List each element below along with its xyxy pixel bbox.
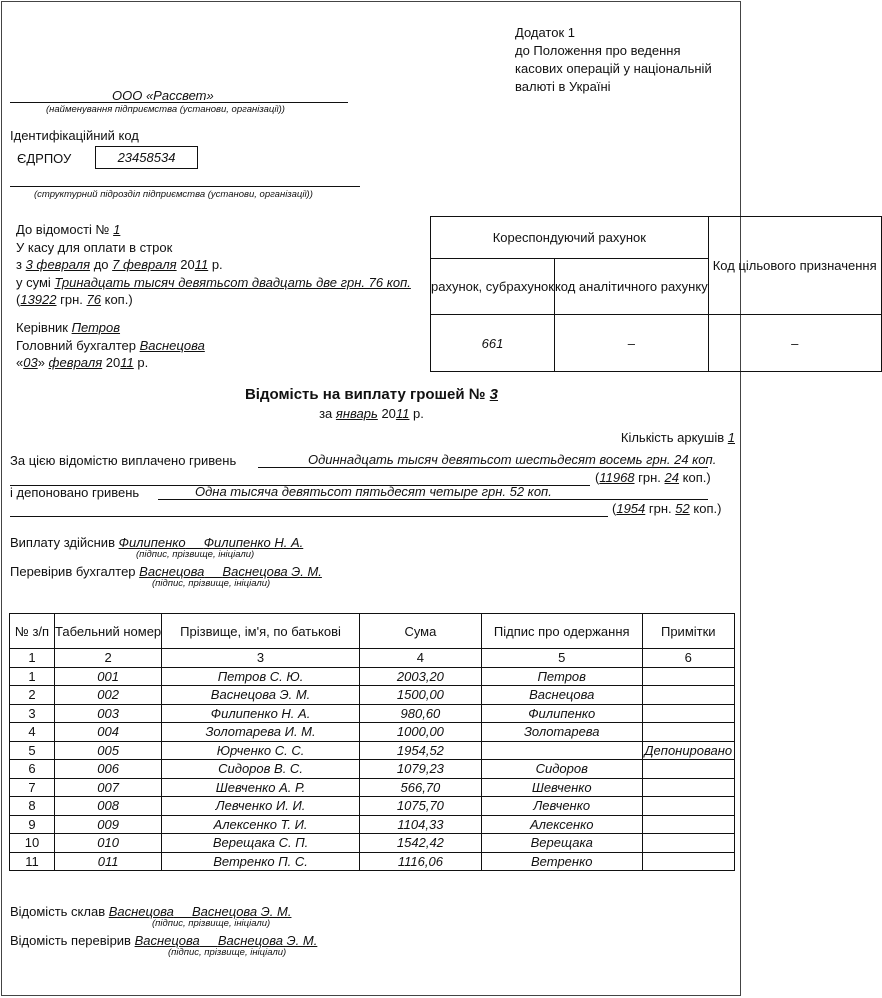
period-month: январь xyxy=(335,406,378,421)
note xyxy=(642,815,734,834)
payment-table xyxy=(9,613,735,871)
year-end: р. xyxy=(211,257,223,272)
period-year-suffix: 11 xyxy=(395,406,410,421)
row-number: 3 xyxy=(10,704,55,723)
receipt-signature: Верещака xyxy=(481,834,642,853)
period-year-end: р. xyxy=(413,406,424,421)
year-end-2: р. xyxy=(137,355,149,370)
statement-period xyxy=(0,406,743,421)
approvals-block: Керівник Петров Головний бухгалтер Васнецова «03» февраля 2011 р. xyxy=(16,320,205,370)
tab-number: 009 xyxy=(55,815,162,834)
appendix-line: Додаток 1 xyxy=(515,25,575,40)
full-name: Сидоров В. С. xyxy=(162,760,360,779)
amount: 1079,23 xyxy=(359,760,481,779)
full-name: Левченко И. И. xyxy=(162,797,360,816)
sheets-value: 1 xyxy=(727,430,735,445)
col-number: 5 xyxy=(481,649,642,668)
verified-caption: (підпис, прізвище, ініціали) xyxy=(168,947,287,958)
header-notes: Примітки xyxy=(642,614,734,649)
row-number: 2 xyxy=(10,686,55,705)
deposited-grn-label: грн. xyxy=(648,501,672,516)
amount: 566,70 xyxy=(359,778,481,797)
table-row xyxy=(10,723,735,742)
to-date: 7 февраля xyxy=(112,257,177,272)
chief-name: Васнецова xyxy=(139,337,205,353)
account-value: 661 xyxy=(431,315,555,372)
edrpou-label: ЄДРПОУ xyxy=(17,151,72,166)
row-number: 8 xyxy=(10,797,55,816)
org-caption: (найменування підприємства (установи, організації)) xyxy=(46,104,285,115)
header-tab-number: Табельний номер xyxy=(55,614,162,649)
date-month: февраля xyxy=(48,355,103,370)
purpose-code-value: – xyxy=(708,315,881,372)
table-row xyxy=(10,667,735,686)
paid-kop-label: коп.) xyxy=(682,470,711,485)
appendix-line: валюті в Україні xyxy=(515,79,611,94)
paid-amount: (11968 грн. 24 коп.) xyxy=(595,470,711,485)
full-name: Филипенко Н. А. xyxy=(162,704,360,723)
sum-kop: 76 xyxy=(86,292,101,307)
tab-number: 007 xyxy=(55,778,162,797)
row-number: 5 xyxy=(10,741,55,760)
paid-grn: 11968 xyxy=(599,470,635,485)
tab-number: 001 xyxy=(55,667,162,686)
from-word: з xyxy=(16,257,22,272)
checked-by-name: Васнецова Э. М. xyxy=(222,564,322,579)
sum-label: у сумі xyxy=(16,274,51,290)
for-label: за xyxy=(319,406,333,421)
compiled-sign: Васнецова xyxy=(108,904,174,919)
full-name: Шевченко А. Р. xyxy=(162,778,360,797)
row-number: 4 xyxy=(10,723,55,742)
verified-label: Відомість перевірив xyxy=(10,933,131,948)
verified-sign: Васнецова xyxy=(134,933,200,948)
tab-number: 005 xyxy=(55,741,162,760)
analytic-code-header: код аналітичного рахунку xyxy=(554,259,708,315)
tab-number: 006 xyxy=(55,760,162,779)
paid-by-caption: (підпис, прізвище, ініціали) xyxy=(136,549,255,560)
sum-words: Тринадцать тысяч девятьсот двадцать две грн. 76 коп. xyxy=(54,274,411,290)
period-year-prefix: 20 xyxy=(381,406,396,421)
note: Депонировано xyxy=(642,741,734,760)
compiled-by-line xyxy=(10,904,291,919)
table-body xyxy=(10,649,735,871)
title-text: Відомість на виплату грошей № xyxy=(244,386,486,403)
paid-kop: 24 xyxy=(664,470,680,485)
col-number: 1 xyxy=(10,649,55,668)
verified-by-line xyxy=(10,933,317,948)
deposited-line-2 xyxy=(10,516,608,517)
purpose-code-header: Код цільового призначення xyxy=(708,217,881,315)
table-row xyxy=(10,760,735,779)
to-word: до xyxy=(93,257,109,272)
receipt-signature: Сидоров xyxy=(481,760,642,779)
table-row xyxy=(10,852,735,871)
full-name: Юрченко С. С. xyxy=(162,741,360,760)
full-name: Золотарева И. М. xyxy=(162,723,360,742)
full-name: Верещака С. П. xyxy=(162,834,360,853)
row-number: 1 xyxy=(10,667,55,686)
paid-by-name: Филипенко Н. А. xyxy=(203,535,304,550)
title-number: 3 xyxy=(489,386,499,403)
row-number: 7 xyxy=(10,778,55,797)
year-suffix: 11 xyxy=(194,257,209,272)
paid-line xyxy=(258,467,708,468)
head-name: Петров xyxy=(71,320,121,335)
receipt-signature: Алексенко xyxy=(481,815,642,834)
date-day: 03 xyxy=(23,355,38,370)
note xyxy=(642,686,734,705)
verified-name: Васнецова Э. М. xyxy=(217,933,318,948)
analytic-code-value: – xyxy=(554,315,708,372)
subdivision-line xyxy=(10,186,360,187)
table-row xyxy=(10,741,735,760)
compiled-caption: (підпис, прізвище, ініціали) xyxy=(152,918,271,929)
cash-line: У касу для оплати в строк xyxy=(16,239,173,255)
header-number: № з/п xyxy=(10,614,55,649)
row-number: 11 xyxy=(10,852,55,871)
year-suffix-2: 11 xyxy=(120,355,134,370)
statement-title xyxy=(0,386,743,403)
paid-by-sign: Филипенко xyxy=(118,535,186,550)
col-number: 2 xyxy=(55,649,162,668)
year-prefix: 20 xyxy=(180,257,195,272)
row-number: 9 xyxy=(10,815,55,834)
note xyxy=(642,723,734,742)
deposited-grn: 1954 xyxy=(616,501,646,516)
appendix-line: касових операцій у національній xyxy=(515,61,712,76)
receipt-signature: Золотарева xyxy=(481,723,642,742)
checked-by-label: Перевірив бухгалтер xyxy=(10,564,136,579)
edrpou-value: 23458534 xyxy=(95,146,198,169)
full-name: Алексенко Т. И. xyxy=(162,815,360,834)
corr-account-table xyxy=(430,216,882,372)
tab-number: 010 xyxy=(55,834,162,853)
table-row xyxy=(10,704,735,723)
note xyxy=(642,834,734,853)
deposited-kop: 52 xyxy=(675,501,690,516)
header-full-name: Прізвище, ім'я, по батькові xyxy=(162,614,360,649)
sum-grn: 13922 xyxy=(20,292,57,307)
deposited-line xyxy=(158,499,708,500)
amount: 1000,00 xyxy=(359,723,481,742)
receipt-signature: Васнецова xyxy=(481,686,642,705)
table-row xyxy=(10,686,735,705)
amount: 1104,33 xyxy=(359,815,481,834)
amount: 1954,52 xyxy=(359,741,481,760)
note xyxy=(642,704,734,723)
col-number: 6 xyxy=(642,649,734,668)
checked-by-sign: Васнецова xyxy=(139,564,205,579)
paid-label: За цією відомістю виплачено гривень xyxy=(10,453,237,468)
tab-number: 008 xyxy=(55,797,162,816)
note xyxy=(642,778,734,797)
chief-label: Головний бухгалтер xyxy=(16,337,136,353)
grn-label: грн. xyxy=(60,292,83,307)
column-numbers-row xyxy=(10,649,735,668)
org-name: ООО «Рассвет» xyxy=(112,88,214,103)
note xyxy=(642,797,734,816)
amount: 2003,20 xyxy=(359,667,481,686)
head-label: Керівник xyxy=(16,320,68,335)
table-row xyxy=(10,778,735,797)
note xyxy=(642,760,734,779)
full-name: Васнецова Э. М. xyxy=(162,686,360,705)
table-row xyxy=(10,815,735,834)
from-date: 3 февраля xyxy=(25,257,91,272)
to-statement-label: До відомості № xyxy=(16,222,110,237)
col-number: 3 xyxy=(162,649,360,668)
tab-number: 004 xyxy=(55,723,162,742)
amount: 1116,06 xyxy=(359,852,481,871)
table-row xyxy=(10,834,735,853)
row-number: 6 xyxy=(10,760,55,779)
paid-by-line xyxy=(10,535,303,550)
deposited-label: і депоновано гривень xyxy=(10,485,140,500)
compiled-name: Васнецова Э. М. xyxy=(191,904,292,919)
note xyxy=(642,667,734,686)
compiled-label: Відомість склав xyxy=(10,904,106,919)
amount: 1542,42 xyxy=(359,834,481,853)
sheets-count xyxy=(621,430,735,445)
corr-header: Кореспондуючий рахунок xyxy=(431,217,709,259)
amount: 980,60 xyxy=(359,704,481,723)
amount: 1075,70 xyxy=(359,797,481,816)
kop-label: коп.) xyxy=(104,292,133,307)
full-name: Петров С. Ю. xyxy=(162,667,360,686)
note xyxy=(642,852,734,871)
checked-by-caption: (підпис, прізвище, ініціали) xyxy=(152,578,271,589)
receipt-signature: Петров xyxy=(481,667,642,686)
appendix-block xyxy=(515,24,712,96)
tab-number: 011 xyxy=(55,852,162,871)
header-signature: Підпис про одержання xyxy=(481,614,642,649)
receipt-signature: Шевченко xyxy=(481,778,642,797)
deposited-kop-label: коп.) xyxy=(693,501,722,516)
id-code-label: Ідентифікаційний код xyxy=(10,128,139,143)
appendix-line: до Положення про ведення xyxy=(515,43,681,58)
receipt-signature: Филипенко xyxy=(481,704,642,723)
order-block: До відомості № 1 У касу для оплати в строк з 3 февраля до 7 февраля 2011 р. у сумі Тринадцать тысяч девятьсот двадцать две грн. 76 коп. (13922 грн. 76 коп.) xyxy=(16,222,411,307)
table-row xyxy=(10,797,735,816)
tab-number: 003 xyxy=(55,704,162,723)
row-number: 10 xyxy=(10,834,55,853)
amount: 1500,00 xyxy=(359,686,481,705)
receipt-signature: Ветренко xyxy=(481,852,642,871)
account-header: рахунок, субрахунок xyxy=(431,259,555,315)
paid-grn-label: грн. xyxy=(638,470,661,485)
deposited-amount: (1954 грн. 52 коп.) xyxy=(612,501,722,516)
receipt-signature xyxy=(481,741,642,760)
subdivision-caption: (структурний підрозділ підприємства (установи, організації)) xyxy=(34,189,313,200)
sheets-label: Кількість аркушів xyxy=(620,430,725,445)
paid-by-label: Виплату здійснив xyxy=(10,535,115,550)
tab-number: 002 xyxy=(55,686,162,705)
paid-words: Одиннадцать тысяч девятьсот шестьдесят восемь грн. 24 коп. xyxy=(308,452,717,467)
to-statement-num: 1 xyxy=(113,222,121,237)
receipt-signature: Левченко xyxy=(481,797,642,816)
full-name: Ветренко П. С. xyxy=(162,852,360,871)
col-number: 4 xyxy=(359,649,481,668)
checked-by-line xyxy=(10,564,322,579)
deposited-words: Одна тысяча девятьсот пятьдесят четыре грн. 52 коп. xyxy=(195,484,552,499)
year-prefix-2: 20 xyxy=(105,355,121,370)
header-amount: Сума xyxy=(359,614,481,649)
org-line xyxy=(10,102,348,103)
